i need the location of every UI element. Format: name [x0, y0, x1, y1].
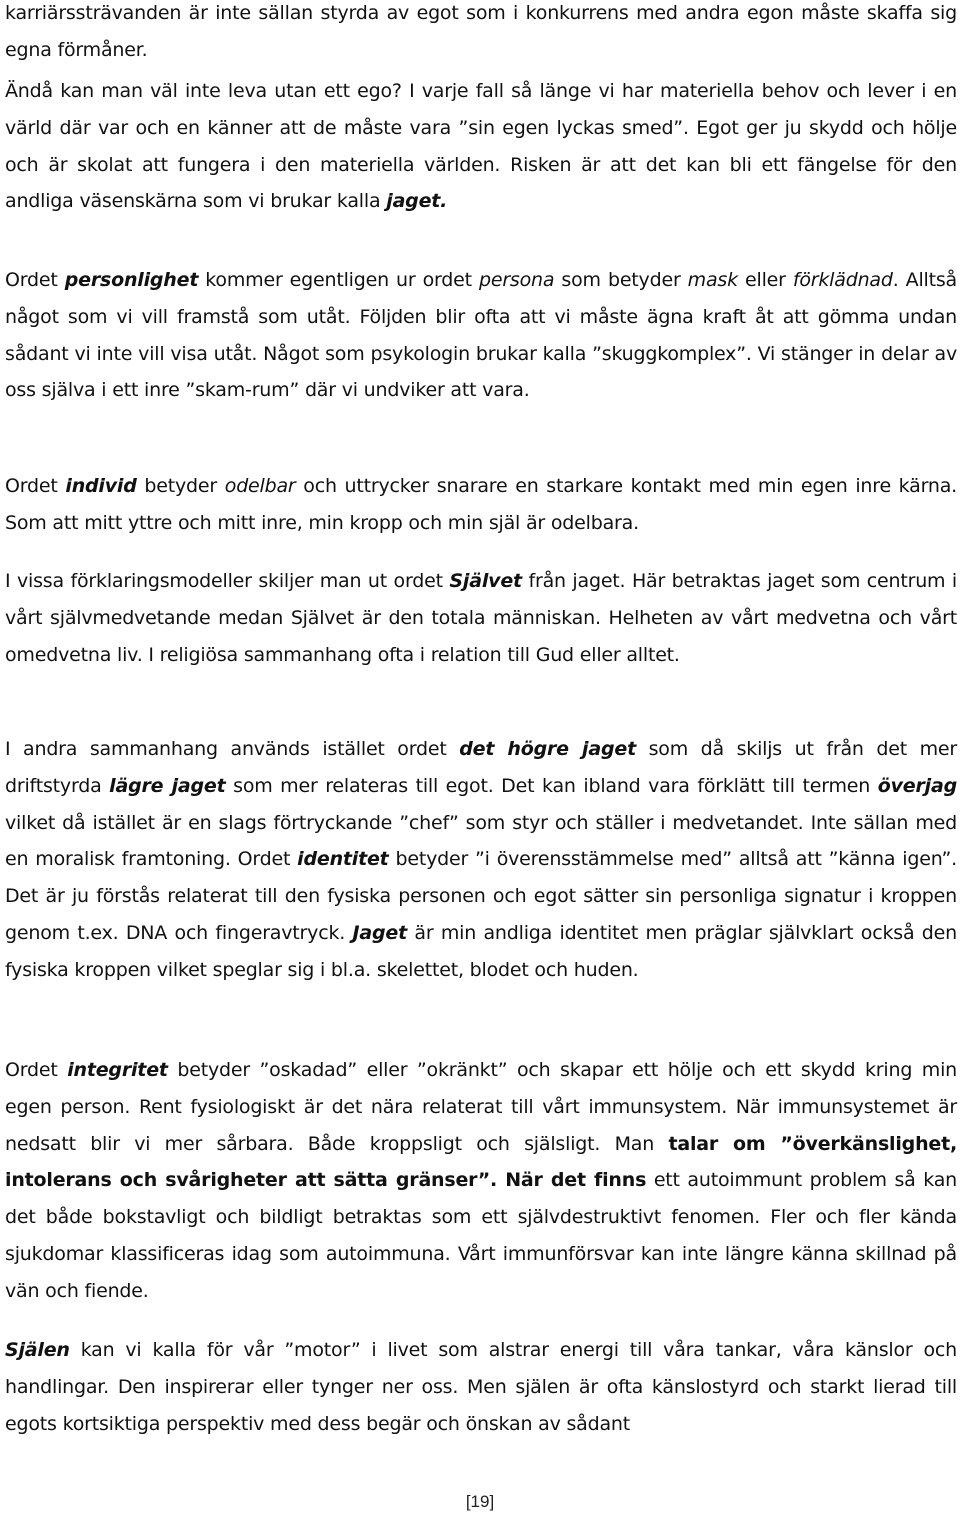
paragraph-8: [5, 1332, 957, 1442]
text-run: som mer relateras till egot. Det kan ibland vara förklätt till termen: [225, 774, 878, 797]
emphasized-term: identitet: [297, 848, 389, 871]
text-run: kan vi kalla för vår ”motor” i livet som alstrar energi till våra tankar, våra känslor och handlingar. Den inspirerar eller tynger ner oss. Men själen är ofta känslostyrd och starkt lierad till egots kortsiktiga perspektiv med dess begär och önskan av sådant: [5, 1339, 957, 1435]
emphasized-term: lägre jaget: [109, 774, 226, 797]
bold-text: talar om ”överkänslighet, intolerans och svårigheter att sätta gränser”. När det finns: [5, 1132, 957, 1192]
text-run: Ordet: [5, 475, 66, 497]
paragraph-2: [5, 73, 957, 220]
page-number: [19]: [465, 1492, 495, 1511]
text-run: Ändå kan man väl inte leva utan ett ego? I varje fall så länge vi har materiella behov och lever i en värld där var och en känner att de måste vara ”sin egen lyckas smed”. Egot ger ju skydd och hölje och är skolat att fungera i den materiella världen. Risken är att det kan bli ett fängelse för den andliga väsenskärna som vi brukar kalla: [5, 80, 957, 213]
text-run: Ordet: [5, 269, 65, 291]
emphasized-term: Jaget: [352, 921, 407, 944]
text-run: betyder ”i överensstämmelse med” alltså att ”känna igen”. Det är ju förstås relaterat till den fysiska personen och egot sätter sin personliga signatur i kroppen genom t.ex. DNA och fingeravtryck.: [5, 848, 957, 944]
paragraph-1: [5, 0, 957, 69]
text-run: kommer egentligen ur ordet: [198, 269, 479, 291]
paragraph-4: [5, 468, 957, 542]
emphasized-term: personlighet: [64, 269, 199, 291]
text-run: . Alltså något som vi vill framstå som utåt. Följden blir ofta att vi måste ägna kraft åt att gömma undan sådant vi inte vill visa utåt. Något som psykologin brukar kalla ”skuggkomplex”. Vi stänger in delar av oss själva i ett inre ”skam-rum” där vi undviker att vara.: [5, 269, 957, 402]
emphasized-term: jaget.: [386, 190, 448, 213]
text-run: I vissa förklaringsmodeller skiljer man ut ordet: [5, 570, 450, 592]
document-page: [5, 0, 957, 1519]
paragraph-5: [5, 563, 957, 673]
italic-term: persona: [478, 269, 555, 291]
text-run: betyder: [136, 475, 225, 497]
text-run: och uttrycker snarare en starkare kontakt med min egen inre kärna. Som att mitt yttre och mitt inre, min kropp och min själ är odelbara.: [5, 475, 957, 534]
emphasized-term: det högre jaget: [459, 738, 636, 760]
text-run: från jaget. Här betraktas jaget som centrum i vårt självmedvetande medan Självet är den totala människan. Helheten av vårt medvetna och vårt omedvetna liv. I religiösa sammanhang ofta i relation till Gud eller alltet.: [5, 570, 957, 666]
paragraph-6: [5, 731, 957, 989]
emphasized-term: överjag: [877, 774, 957, 797]
text-run: karriärssträvanden är inte sällan styrda av egot som i konkurrens med andra egon måste skaffa sig egna förmåner.: [5, 2, 957, 61]
emphasized-term: integritet: [67, 1059, 168, 1081]
italic-term: mask: [687, 269, 738, 291]
text-run: Ordet: [5, 1059, 68, 1081]
text-run: eller: [737, 269, 793, 291]
emphasized-term: individ: [65, 475, 137, 497]
text-run: betyder ”oskadad” eller ”okränkt” och skapar ett hölje och ett skydd kring min egen person. Rent fysiologiskt är det nära relaterat till vårt immunsystem. När immunsystemet är nedsatt blir vi mer sårbara. Både kroppsligt och själsligt. Man: [5, 1059, 957, 1155]
text-run: ett autoimmunt problem så kan det både bokstavligt och bildligt betraktas som ett självdestruktivt fenomen. Fler och fler kända sjukdomar klassificeras idag som autoimmuna. Vårt immunförsvar kan inte längre känna skillnad på vän och fiende.: [5, 1169, 957, 1302]
text-run: är min andliga identitet men präglar självklart också den fysiska kroppen vilket speglar sig i bl.a. skelettet, blodet och huden.: [5, 921, 957, 981]
italic-term: förklädnad: [792, 269, 893, 291]
text-run: som betyder: [554, 269, 688, 291]
italic-term: odelbar: [224, 475, 296, 497]
text-run: I andra sammanhang används istället ordet: [5, 738, 460, 760]
emphasized-term: Självet: [449, 570, 522, 592]
paragraph-7: [5, 1052, 957, 1310]
emphasized-term: Själen: [5, 1339, 70, 1361]
paragraph-3: [5, 262, 957, 409]
text-run: vilket då istället är en slags förtryckande ”chef” som styr och ställer i medvetandet. Inte sällan med en moralisk framtoning. Ordet: [5, 811, 957, 871]
text-run: som då skiljs ut från det mer driftstyrda: [5, 738, 957, 797]
